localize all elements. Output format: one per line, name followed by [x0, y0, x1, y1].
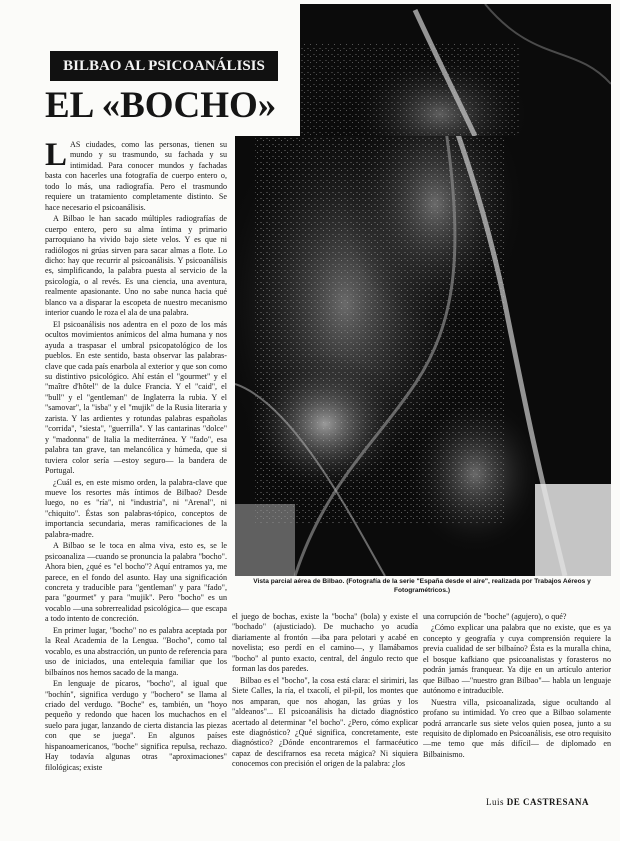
paragraph: Nuestra villa, psicoanalizada, sigue ocultando al profano su intimidad. Yo creo que a Bilbao solamente podrá arrancarle sus siete velos quien posea, junto a su requisito de diplomado en Psicoanálisis, ese otro requisito —me temo que más difícil— de diplomado en Bilbainismo.	[423, 697, 611, 759]
aerial-photo-image	[235, 136, 611, 576]
drop-cap: L	[45, 140, 68, 173]
author-signature	[486, 797, 589, 807]
article-column-2	[232, 612, 418, 812]
aerial-photo-image-top	[300, 4, 611, 136]
paragraph: Bilbao es el "bocho", la cosa está clara: el sirimiri, las Siete Calles, la ría, el txacolí, el pil-pil, los montes que nos amparan, que nos ahogan, las grúas y los "aldeanos"... El psicoanálisis ha dictado diagnóstico acertado al determinar "el bocho". ¿Pero, cómo explicar este diagnóstico? ¿Qué significa, concretamente, este diagnóstico? ¿Dónde encontraremos el farmacéutico capaz de descifrarnos esa receta mágica? Ni siquiera conocemos con precisión el origen de la palabra: ¿los	[232, 675, 418, 769]
paragraph: ¿Cómo explicar una palabra que no existe, que es ya concepto y geografía y cuya comprensión requiere la previa cualidad de ser bilbaíno? Ésta es la muralla china, el bosque kafkiano que psicoanalistas y forasteros no podrán jamás franquear. Ya dije en un artículo anterior que Bilbao —"nuestro gran Bilbao"— habla un lenguaje autónomo e intraducible.	[423, 623, 611, 696]
author-first-name: Luis	[486, 797, 505, 807]
photo-caption: Vista parcial aérea de Bilbao. (Fotografía de la serie "España desde el aire", realizada por Trabajos Aéreos y Fotogramétricos.)	[253, 578, 591, 594]
paragraph: una corrupción de "boche" (agujero), o qué?	[423, 612, 567, 621]
paragraph	[45, 140, 227, 213]
article-column-1	[45, 140, 227, 830]
paragraph: A Bilbao le han sacado múltiples radiografías de cuerpo entero, pero su alma íntima y primario parroquiano ha vivido bajo siete velos. Y es que ni radiólogos ni grúas sirven para sacar almas a flote. Lo dicho: hay que recurrir al psicoanálisis. Y psicoanálisis es, simplificando, la palabra puesta al servicio de la psicología, o al revés. Es una ciencia, una aventura, realmente apasionante. Uno no sabe nunca hacia qué blanco va a disparar la escopeta de nuestro mecanismo interior cuando le roza el ala de una palabra.	[45, 214, 227, 318]
paragraph: el juego de bochas, existe la "bocha" (bola) y existe el "bochado" (ajusticiado). De muchacho yo acudía diariamente al frontón —iba para pelotari y acabé en novelista; eso perdí en el camino—, y llamábamos "bocho" al punto exacto, central, del ángulo recto que forman las dos paredes.	[232, 612, 418, 674]
paragraph: ¿Cuál es, en este mismo orden, la palabra-clave que mueve los resortes más íntimos de Bilbao? Desde luego, no es "ría", ni "industria", ni "Arenal", ni "chiquito". Éstas son palabras-tópico, conceptos de importancia secundaria, meras ramificaciones de la palabra-madre.	[45, 477, 227, 539]
paragraph: A Bilbao se le toca en alma viva, esto es, se le psicoanaliza —cuando se pronuncia la palabra "bocho". Ahora bien, ¿qué es "el bocho"? Aquí entramos ya, me parece, en el fondo del asunto. Hay una significación concreta y traducible para "gentleman" y para "fado", para "gourmet" y para "mujik". Pero "bocho" es un vocablo —una sobrerrealidad psicológica— que escapa a todo intento de concreción.	[45, 541, 227, 624]
paragraph-text: AS ciudades, como las personas, tienen su mundo y su trasmundo, su fachada y su intimidad. Para conocer mundos y fachadas basta con hacerles una fotografía de cuerpo entero o, todo lo más, una radiografía. Pero el trasmundo requiere un tratamiento completamente distinto. Se hace necesario el psicoanálisis.	[45, 140, 227, 212]
paragraph: En primer lugar, "bocho" no es palabra aceptada por la Real Academia de la Lengua. "Bocho", como tal vocablo, es una abstracción, un punto de referencia para uso de iniciados, una entelequia familiar que los bilbaínos nos hemos sacado de la manga.	[45, 625, 227, 677]
aerial-photo-bilbao-top	[300, 4, 611, 136]
author-last-name: DE CASTRESANA	[506, 797, 590, 807]
paragraph: El psicoanálisis nos adentra en el pozo de los más ocultos movimientos anímicos del alma humana y nos ayuda a traspasar el umbral psicopatológico de los pueblos. En este sentido, basta observar las palabras-clave que cada país enarbola al exterior y que son como su distintivo psicológico. Ahí están el "gourmet" y el "maître d'hôtel" de la dulce Francia. Y el "caid", el "bull" y el "gentleman" de Inglaterra la rubia. Y el "samovar", la "isba" y el "mujik" de la Rusia literaria y zarista. Y las ardientes y rotundas palabras españolas "corrida", "siesta", "guerrilla". Y las cantarinas "dolce" y "madonna" de Italia la mediterránea. Y "fado", esa palabra tan grave, tan melancólica y húmeda, que si tuviera color sería —estoy seguro— la bandera de Portugal.	[45, 319, 227, 476]
headline: EL «BOCHO»	[45, 85, 277, 126]
paragraph: En lenguaje de pícaros, "bocho", al igual que "bochín", significa verdugo y "bochero" se llama al criado del verdugo. "Boche" es, también, un "hoyo pequeño y redondo que hacen los muchachos en el suelo para jugar, lanzando de cierta distancia las piezas con que se juega". En algunos países hispanoamericanos, "boche" significa repulsa, rechazo. Hay todavía algunas otras "aproximaciones" filológicas; existe	[45, 679, 227, 772]
aerial-photo-bilbao	[235, 136, 611, 576]
section-kicker: BILBAO AL PSICOANÁLISIS	[50, 51, 278, 81]
